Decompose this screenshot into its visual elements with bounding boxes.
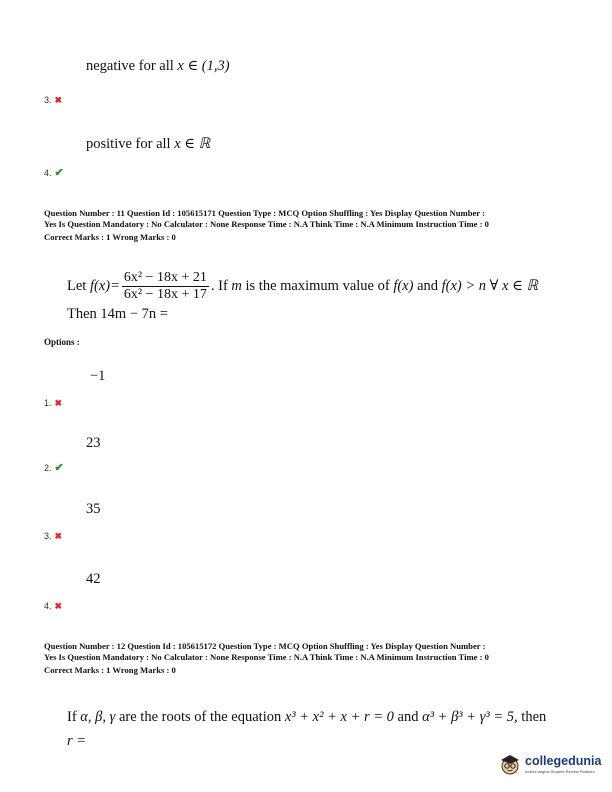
q12-equation: x³ + x² + x + r = 0 [284, 709, 394, 725]
q12-question-text [67, 709, 546, 726]
wrong-icon: ✖ [54, 95, 63, 105]
q11-option-2-value: 23 [86, 435, 101, 451]
check-icon: ✔ [54, 462, 64, 474]
logo-tagline: India's largest Student Review Platform [525, 769, 595, 774]
prev-option-3-text [86, 58, 230, 75]
q11-meta-line-1: Question Number : 11 Question Id : 105615171 Question Type : MCQ Option Shuffling : Yes Display Question Number : [44, 208, 485, 218]
q11-meta-line-3: Correct Marks : 1 Wrong Marks : 0 [44, 232, 176, 242]
q12-meta-line-2: Yes Is Question Mandatory : No Calculator : None Response Time : N.A Think Time : N.A Minimum Instruction Time : 0 [44, 652, 489, 662]
q11-question-text [67, 270, 538, 303]
option-number: 3. [44, 95, 52, 105]
prev-option-3-math: x ∈ (1,3) [177, 58, 230, 74]
q11-option-3-value: 35 [86, 501, 101, 517]
option-number: 3. [44, 531, 52, 541]
q12-meta-line-3: Correct Marks : 1 Wrong Marks : 0 [44, 665, 176, 675]
q12-meta-line-1: Question Number : 12 Question Id : 105615172 Question Type : MCQ Option Shuffling : Yes Display Question Number : [44, 641, 486, 651]
q11-condition: f(x) > n ∀ x ∈ ℝ [441, 277, 538, 294]
q11-max-text: is the maximum value of [245, 277, 390, 294]
check-icon: ✔ [54, 167, 64, 179]
q12-then: then [521, 709, 547, 725]
q11-option-4-value: 42 [86, 571, 101, 587]
q11-option-2-marker[interactable] [44, 458, 64, 476]
prev-option-4-marker[interactable] [44, 163, 64, 181]
q11-meta [44, 208, 489, 243]
q12-condition: α³ + β³ + γ³ = 5, [422, 709, 518, 725]
prev-option-3-label: negative for all [86, 58, 174, 74]
q11-option-3-marker[interactable] [44, 526, 62, 544]
q11-and: and [417, 277, 438, 294]
q11-let: Let [67, 277, 87, 294]
collegedunia-logo [498, 752, 601, 776]
q11-denominator: 6x² − 18x + 17 [123, 287, 207, 302]
q11-option-1-value: −1 [90, 368, 106, 384]
wrong-icon: ✖ [54, 398, 63, 408]
prev-option-4-label: positive for all [86, 136, 171, 152]
option-number: 1. [44, 398, 52, 408]
q11-then-line: Then 14m − 7n = [67, 306, 168, 322]
q11-fx: f(x)= [89, 277, 120, 294]
option-number: 2. [44, 463, 52, 473]
logo-text [525, 754, 601, 774]
q11-option-1-marker[interactable] [44, 393, 62, 411]
q11-option-4-marker[interactable] [44, 596, 62, 614]
option-number: 4. [44, 168, 52, 178]
prev-option-4-math: x ∈ ℝ [174, 136, 211, 152]
q11-f-of-x: f(x) [393, 277, 414, 294]
q11-fraction [122, 270, 209, 303]
q11-options-label: Options : [44, 337, 80, 347]
prev-option-4-text [86, 136, 210, 153]
q11-numerator: 6x² − 18x + 21 [123, 270, 207, 285]
mascot-icon [498, 752, 522, 776]
q12-if: If [67, 709, 77, 725]
wrong-icon: ✖ [54, 531, 63, 541]
q11-if: . If [210, 277, 228, 294]
q12-roots-text: are the roots of the equation [118, 709, 282, 725]
logo-name: collegedunia [525, 754, 602, 768]
q12-and: and [397, 709, 419, 725]
q12-r-line: r = [67, 733, 87, 749]
q11-meta-line-2: Yes Is Question Mandatory : No Calculator : None Response Time : N.A Think Time : N.A Minimum Instruction Time : 0 [44, 219, 489, 229]
prev-option-3-marker[interactable] [44, 90, 62, 108]
q11-m: m [231, 277, 242, 294]
q12-meta [44, 641, 489, 676]
q12-roots: α, β, γ [80, 709, 116, 725]
option-number: 4. [44, 601, 52, 611]
wrong-icon: ✖ [54, 601, 63, 611]
